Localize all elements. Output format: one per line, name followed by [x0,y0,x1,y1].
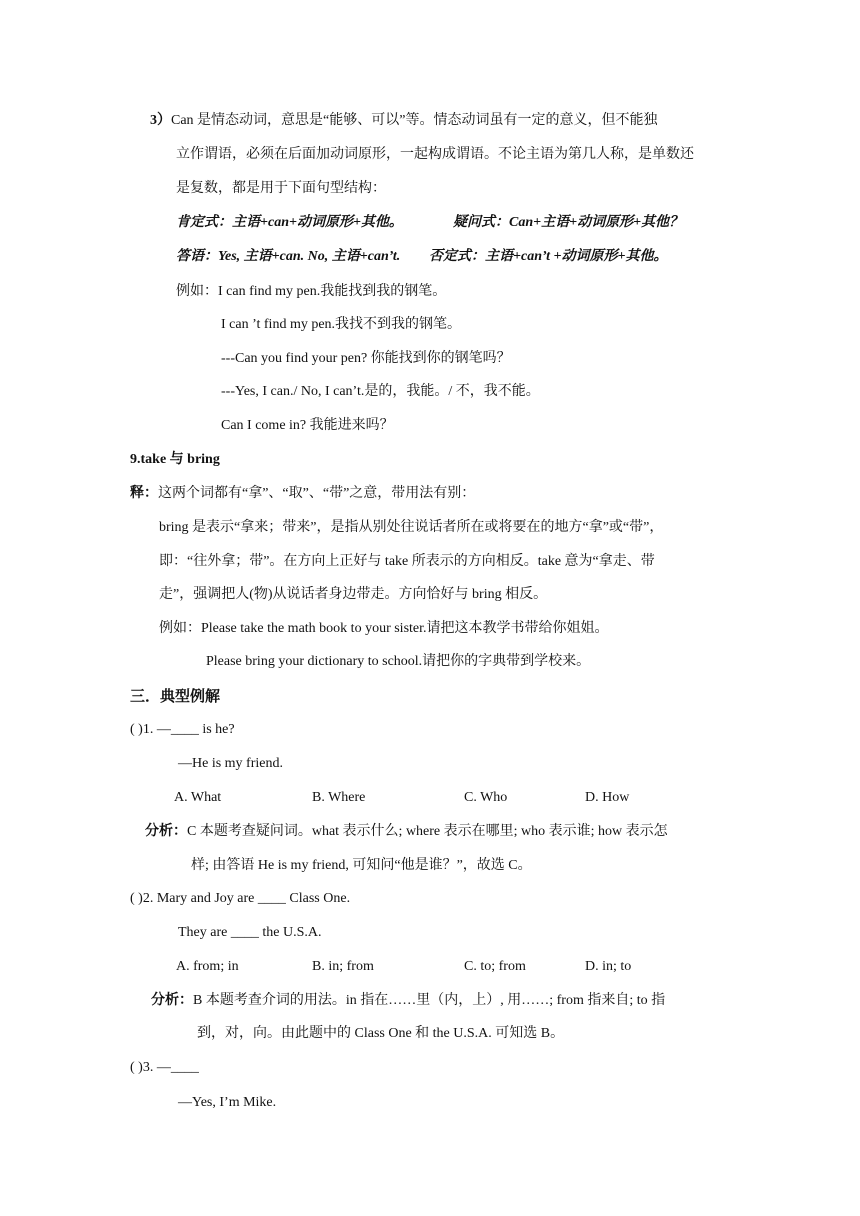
q1-options [0,788,860,808]
take-bring-example-2: Please bring your dictionary to school.请把你的字典带到学校来。 [206,654,591,669]
q1-line-2: —He is my friend. [178,756,283,771]
take-bring-para-1: bring 是表示“拿来；带来”，是指从别处往说话者所在或将要在的地方“拿”或“带”， [159,520,664,535]
question-pattern: 疑问式：Can+主语+动词原形+其他？ [453,215,684,230]
q2-option-c: C. to; from [464,959,526,974]
q2-option-b: B. in; from [312,959,374,974]
affirmative-pattern: 肯定式：主语+can+动词原形+其他。 [176,215,403,230]
take-bring-example-1: 例如：Please take the math book to your sister.请把这本教学书带给你姐姐。 [159,621,609,636]
analysis-text: B 本题考查介词的用法。in 指在……里（内，上）, 用……; from 指来自; to 指 [193,993,666,1008]
q2-analysis-line-2: 到，对，向。由此题中的 Class One 和 the U.S.A. 可知选 B。 [197,1026,565,1041]
q2-analysis-line-1 [151,991,665,1011]
take-bring-para-3: 走”，强调把人(物)从说话者身边带走。方向恰好与 bring 相反。 [159,587,548,602]
can-rule-line-1 [150,111,657,131]
q2-line-2: They are ____ the U.S.A. [178,925,322,940]
analysis-text: C 本题考查疑问词。what 表示什么; where 表示在哪里; who 表示谁; how 表示怎 [187,824,668,839]
q1-option-c: C. Who [464,790,508,805]
can-rule-text: Can 是情态动词，意思是“能够、可以”等。情态动词虽有一定的意义，但不能独 [171,113,658,128]
q2-stem: ( )2. Mary and Joy are ____ Class One. [130,891,351,906]
can-example-5: Can I come in? 我能进来吗？ [221,418,394,433]
negative-pattern: 否定式：主语+can’t +动词原形+其他。 [429,249,668,264]
examples-heading: 三．典型例解 [130,687,221,705]
analysis-label: 分析： [151,993,193,1008]
q1-option-d: D. How [585,790,630,805]
can-example-3: ---Can you find your pen? 你能找到你的钢笔吗？ [221,351,511,366]
q1-analysis-line-2: 样; 由答语 He is my friend, 可知问“他是谁？”，故选 C。 [191,858,532,873]
can-rule-line-2: 立作谓语，必须在后面加动词原形，一起构成谓语。不论主语为第几人称，是单数还 [176,147,694,162]
item-number: 3） [150,113,171,128]
explain-text: 这两个词都有“拿”、“取”、“带”之意，带用法有别： [158,486,476,501]
q2-option-a: A. from; in [176,959,239,974]
q3-stem: ( )3. —____ [130,1060,199,1075]
can-example-4: ---Yes, I can./ No, I can’t.是的，我能。/ 不，我不能。 [221,384,540,399]
analysis-label: 分析： [145,824,187,839]
q1-option-b: B. Where [312,790,366,805]
take-bring-explain [130,484,475,504]
q1-option-a: A. What [174,790,222,805]
q2-option-d: D. in; to [585,959,632,974]
explain-label: 释： [130,486,158,501]
q3-line-2: —Yes, I’m Mike. [178,1095,277,1110]
can-rule-line-3: 是复数，都是用于下面句型结构： [176,181,386,196]
take-bring-title: 9.take 与 bring [130,452,220,467]
q2-options [0,957,860,977]
answer-pattern: 答语：Yes, 主语+can. No, 主语+can’t. [176,249,401,264]
take-bring-para-2: 即：“往外拿；带”。在方向上正好与 take 所表示的方向相反。take 意为“拿走、带 [159,554,655,569]
q1-stem: ( )1. —____ is he? [130,722,235,737]
can-example-2: I can ’t find my pen.我找不到我的钢笔。 [221,317,462,332]
q1-analysis-line-1 [145,822,668,842]
can-example-1: 例如：I can find my pen.我能找到我的钢笔。 [176,284,447,299]
